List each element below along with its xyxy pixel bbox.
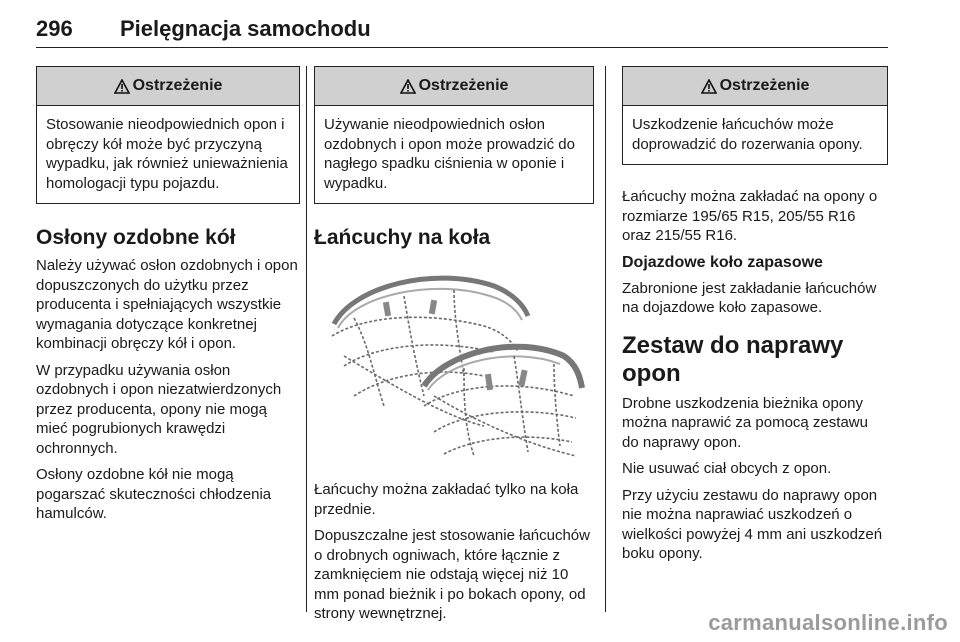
watermark: carmanualsonline.info	[708, 610, 948, 635]
paragraph: Zabronione jest zakładanie łańcuchów na dojazdowe koło zapasowe.	[622, 279, 877, 316]
column-3	[622, 66, 888, 571]
column-divider	[306, 66, 307, 612]
warning-title: Ostrzeżenie	[418, 77, 509, 94]
warning-box	[314, 66, 594, 204]
section-heading: Osłony ozdobne kół	[36, 226, 236, 249]
warning-title: Ostrzeżenie	[132, 77, 223, 94]
column-1	[36, 66, 300, 531]
tyre-chains-illustration	[314, 256, 594, 470]
paragraph: Łańcuchy można zakładać na opony o rozmiarze 195/65 R15, 205/55 R16 oraz 215/55 R16.	[622, 188, 878, 244]
warning-text: Stosowanie nieodpowiednich opon i obręczy kół może być przyczyną wypadku, jak również unieważnienia homologacji typu pojazdu.	[46, 116, 288, 192]
warning-header	[315, 67, 593, 106]
paragraph: Drobne uszkodzenia bieżnika opony można naprawić za pomocą zestawu do naprawy opon.	[622, 394, 868, 451]
section-heading: Zestaw do naprawy opon	[622, 331, 844, 387]
paragraph: Dopuszczalne jest stosowanie łańcuchów o drobnych ogniwach, które łącznie z zamknięciem nie odstają więcej niż 10 mm ponad bieżnik i po bokach opony, od strony wewnętrznej.	[314, 527, 590, 622]
warning-text: Używanie nieodpowiednich osłon ozdobnych i opon może prowadzić do nagłego spadku ciśnienia w oponie i wypadku.	[324, 116, 575, 192]
warning-triangle-icon	[701, 79, 717, 94]
warning-box	[622, 66, 888, 165]
paragraph: Należy używać osłon ozdobnych i opon dopuszczonych do użytku przez producenta i spełniających wszystkie wymagania dotyczące konkretnej kombinacji obręczy kół i opon.	[36, 257, 298, 352]
paragraph: W przypadku używania osłon ozdobnych i opon niezatwierdzonych przez producenta, opony nie mogą mieć pogrubionych krawędzi ochronnych.	[36, 361, 282, 457]
paragraph: Nie usuwać ciał obcych z opon.	[622, 460, 832, 477]
page-header	[36, 8, 888, 48]
section-heading: Łańcuchy na koła	[314, 226, 491, 249]
page-number: 296	[36, 16, 73, 41]
warning-triangle-icon	[400, 79, 416, 94]
column-divider	[605, 66, 606, 612]
warning-box	[36, 66, 300, 204]
warning-triangle-icon	[114, 79, 130, 94]
warning-header	[623, 67, 887, 106]
paragraph: Osłony ozdobne kół nie mogą pogarszać skuteczności chłodzenia hamulców.	[36, 466, 272, 522]
warning-title: Ostrzeżenie	[719, 77, 810, 94]
subheading: Dojazdowe koło zapasowe	[622, 253, 823, 271]
paragraph: Przy użyciu zestawu do naprawy opon nie można naprawiać uszkodzeń o wielkości powyżej 4 mm ani uszkodzeń boku opony.	[622, 486, 883, 562]
warning-text: Uszkodzenie łańcuchów może doprowadzić do rozerwania opony.	[632, 116, 863, 153]
paragraph: Łańcuchy można zakładać tylko na koła przednie.	[314, 481, 579, 518]
warning-header	[37, 67, 299, 106]
page-title: Pielęgnacja samochodu	[120, 16, 371, 41]
column-2	[314, 66, 594, 631]
